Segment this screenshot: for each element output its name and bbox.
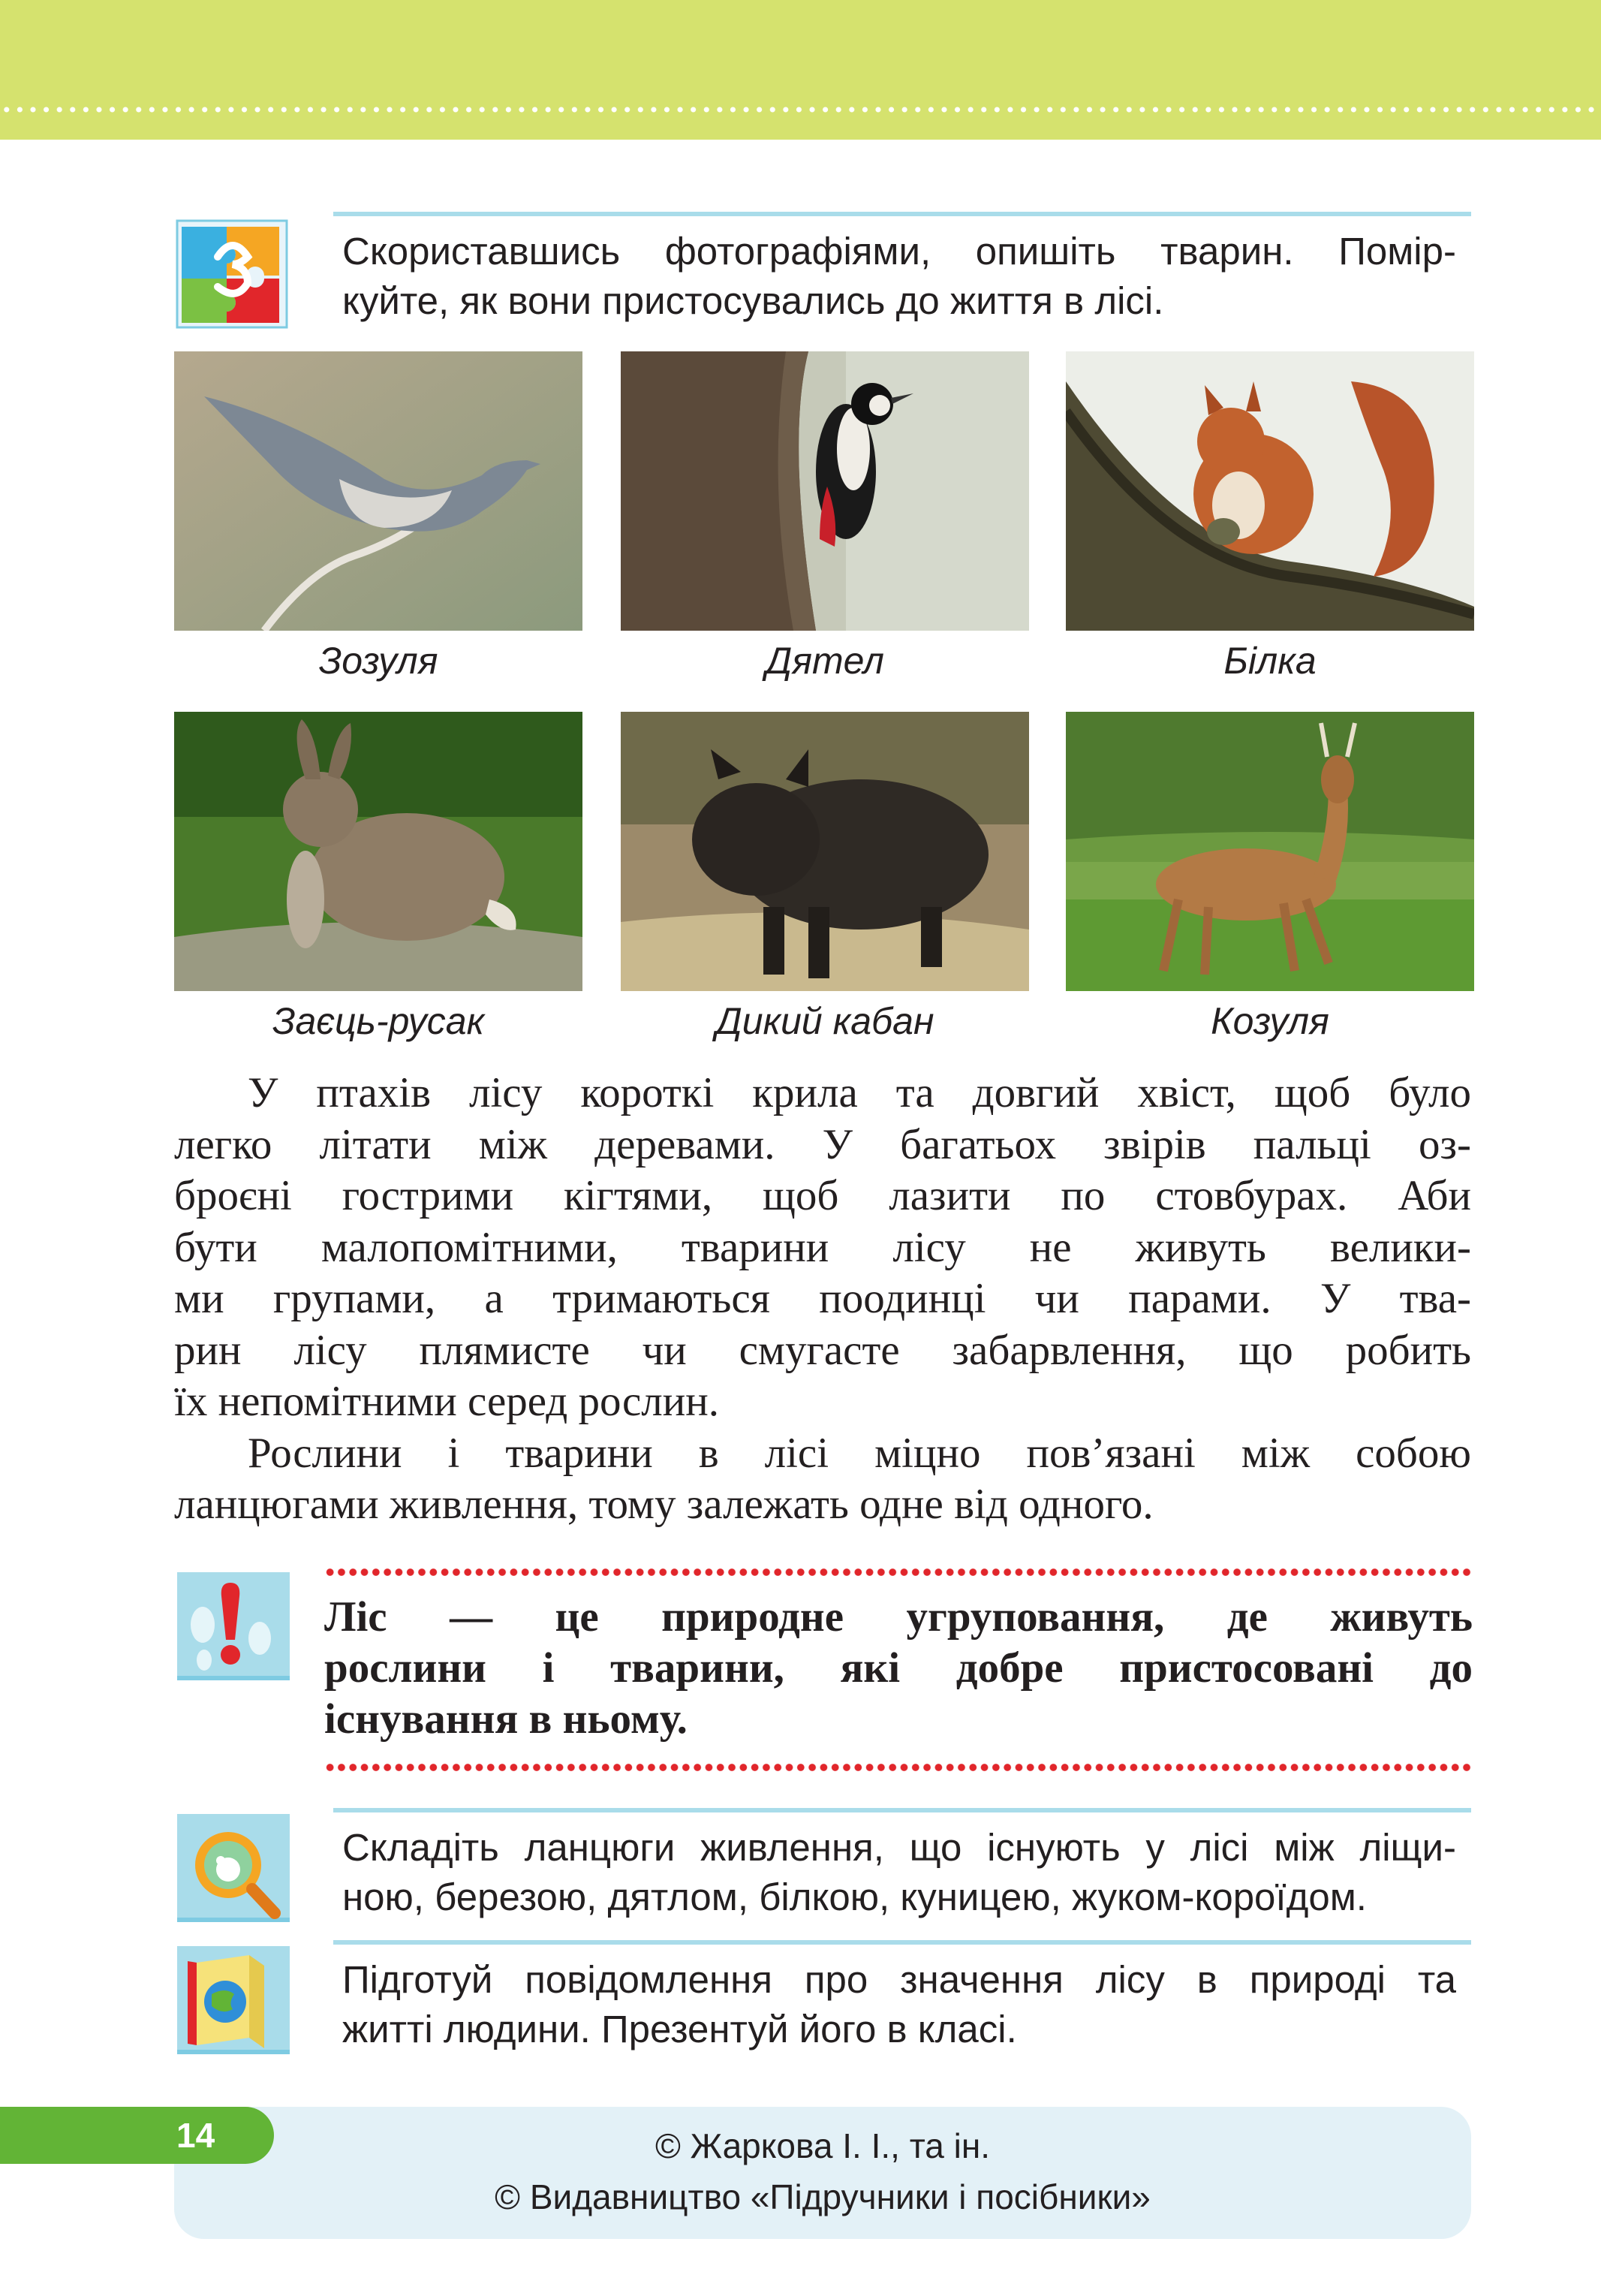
text-line: броєні гострими кігтями, щоб лазити по стовбурах. Аби xyxy=(174,1172,1471,1219)
task-text-line: Скориставшись фотографіями, опишіть тварин. Помір- xyxy=(342,230,1456,273)
photo-caption: Дикий кабан xyxy=(715,1000,934,1042)
task-text xyxy=(342,1955,1456,2054)
text-line: рин лісу плямисте чи смугасте забарвлення, що робить xyxy=(174,1326,1471,1374)
definition-line: рослини і тварини, які добре пристосовані до xyxy=(324,1644,1473,1692)
task-text-line: Складіть ланцюги живлення, що існують у лісі між ліщи- xyxy=(342,1826,1456,1869)
text-line: Рослини і тварини в лісі міцно пов’язані між собою xyxy=(248,1429,1471,1477)
copyright-publisher: © Видавництво «Підручники і посібники» xyxy=(495,2177,1151,2216)
paragraph xyxy=(174,1428,1471,1531)
exclamation-icon xyxy=(174,1566,294,1685)
task-text-line: Підготуй повідомлення про значення лісу в природі та xyxy=(342,1958,1456,2001)
task-food-chains xyxy=(174,1808,1471,1928)
photo-roe-deer xyxy=(1066,712,1474,991)
task-text xyxy=(342,1823,1456,1922)
copyright-authors: © Жаркова І. І., та ін. xyxy=(655,2126,991,2165)
text-line: бути малопомітними, тварини лісу не живуть велики- xyxy=(174,1223,1471,1271)
body-text xyxy=(174,1068,1471,1531)
text-line: ланцюгами живлення, тому залежать одне від одного. xyxy=(174,1481,1154,1528)
definition-text xyxy=(324,1592,1473,1745)
task-report xyxy=(174,1940,1471,2060)
puzzle-icon xyxy=(174,212,294,330)
book-globe-icon xyxy=(174,1940,294,2059)
header-dots xyxy=(0,107,1601,113)
photo-woodpecker xyxy=(621,351,1029,631)
text-line: У птахів лісу короткі крила та довгий хвіст, щоб було xyxy=(248,1069,1471,1116)
task-describe-animals xyxy=(174,212,1471,332)
page-number: 14 xyxy=(176,2116,215,2155)
definition-line: існування в ньому. xyxy=(324,1695,688,1743)
photo-caption: Білка xyxy=(1223,640,1317,682)
text-line: їх непомітними серед рослин. xyxy=(174,1378,719,1425)
task-rule xyxy=(333,1940,1471,1945)
task-rule xyxy=(333,212,1471,216)
task-rule xyxy=(333,1808,1471,1812)
photo-caption: Зозуля xyxy=(318,640,438,682)
header-band xyxy=(0,0,1601,140)
photo-caption: Заєць-русак xyxy=(272,1000,485,1042)
magnifier-icon xyxy=(174,1808,294,1927)
definition-line: Ліс — це природне угруповання, де живуть xyxy=(324,1593,1473,1641)
photo-cuckoo xyxy=(174,351,582,631)
task-text-line: житті людини. Презентуй його в класі. xyxy=(342,2008,1017,2050)
paragraph xyxy=(174,1068,1471,1428)
photo-boar xyxy=(621,712,1029,991)
task-text-line: ною, березою, дятлом, білкою, куницею, жуком-короїдом. xyxy=(342,1876,1367,1918)
photo-squirrel xyxy=(1066,351,1474,631)
text-line: легко літати між деревами. У багатьох звірів пальці оз- xyxy=(174,1120,1471,1168)
dotted-divider xyxy=(324,1763,1473,1772)
photo-caption: Козуля xyxy=(1211,1000,1329,1042)
text-line: ми групами, а тримаються поодинці чи парами. У тва- xyxy=(174,1275,1471,1322)
photo-hare xyxy=(174,712,582,991)
task-text xyxy=(342,227,1456,326)
task-text-line: куйте, як вони пристосувались до життя в лісі. xyxy=(342,279,1164,322)
photo-caption: Дятел xyxy=(766,640,884,682)
